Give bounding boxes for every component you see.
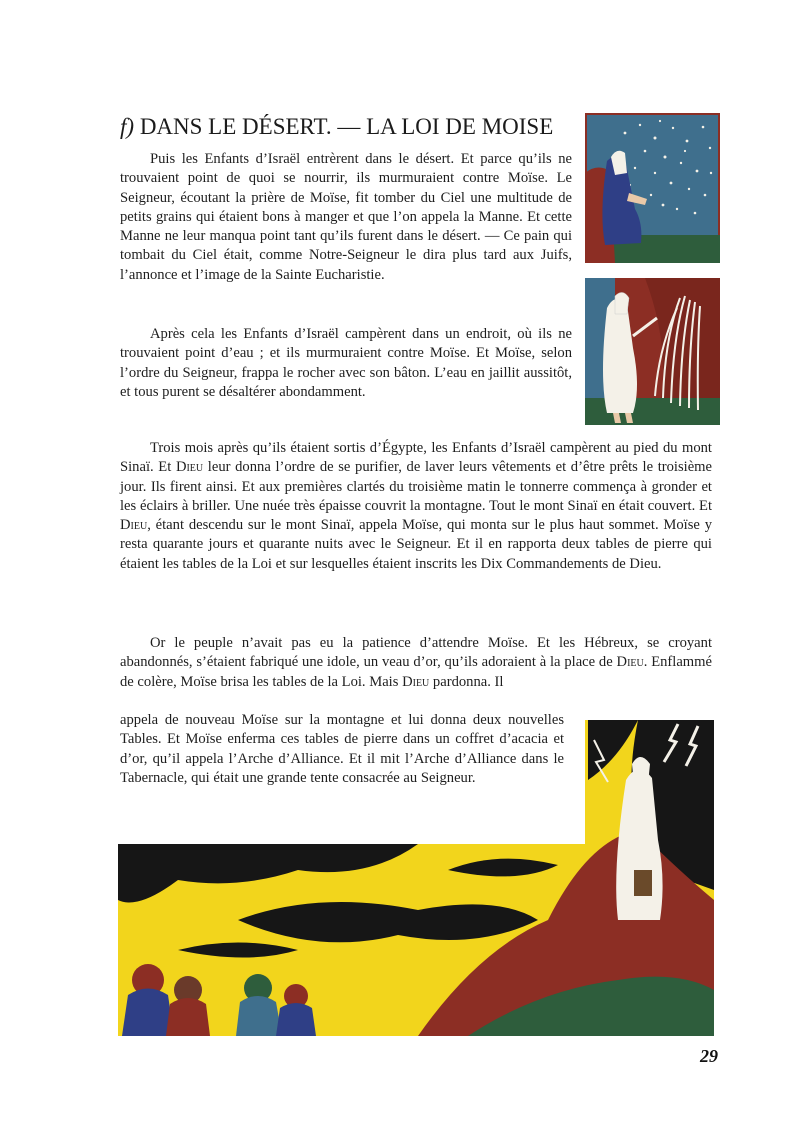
paragraph-ark: appela de nouveau Moïse sur la montagne et lui donna deux nouvelles Tables. Et Moïse enferma ces tables de pierre dans un coffret d’acacia et d’or, qu’il appela l’Arche d’Alliance. Et il mit l’Arche d’Alliance dans le Tabernacle, qui était une grande tente consacrée au Seigneur. [120,712,564,786]
page-number: 29 [700,1046,718,1066]
manna-illustration [585,113,720,263]
divine-name: Dieu [120,517,148,534]
heading-letter: f) [120,114,135,139]
divine-name: Dieu [402,673,430,690]
text-run: Or le peuple n’avait pas eu la patience d’attendre Moïse. Et les Hébreux, se croyant abandonnés, s’étaient fabriqué une idole, un veau d’or, qu’ils adoraient à la place de [120,635,712,671]
paragraph-rock: Après cela les Enfants d’Israël campèrent dans un endroit, où ils ne trouvaient point d’eau ; et ils murmuraient contre Moïse. Et Moïse, selon l’ordre du Seigneur, frappa le rocher avec son bâton. L’eau en jaillit aussitôt, et tous purent se désaltérer abondamment. [120,326,572,400]
text-run: leur donna l’ordre de se purifier, de laver leurs vêtements et d’être prêts le troisième jour. Ils firent ainsi. Et aux premières clartés du troisième matin le tonnerre commença à gronder et les éclairs à briller. Une nuée très épaisse couvrit la montagne. Tout le mont Sinaï en était couvert. Et [120,459,713,514]
paragraph-golden-calf [120,634,712,692]
divine-name: Dieu [175,459,204,476]
paragraph-manna: Puis les Enfants d’Israël entrèrent dans le désert. Et parce qu’ils ne trouvaient point de quoi se nourrir, ils murmuraient contre Moïse. Le Seigneur, écoutant la prière de Moïse, fit tomber du Ciel une multitude de petits grains qui étaient bons à manger et que l’on appela la Manne. Et cette Manne ne leur manqua point tant qu’ils furent dans le désert. — Ce pain qui tombait du Ciel était, comme Notre-Seigneur le dira plus tard aux Juifs, l’annonce et l’image de la Sainte Eucharistie. [120,151,572,283]
divine-name: Dieu [616,654,644,671]
heading-text: DANS LE DÉSERT. — LA LOI DE MOISE [139,114,554,139]
sinai-illustration [118,720,714,1036]
text-run: , étant descendu sur le mont Sinaï, appela Moïse, qui monta sur le plus haut sommet. Moïse y resta quarante jours et quarante nuits avec le Seigneur. Et il en rapporta deux tables de pierre qui étaient les tables de la Loi et sur lesquelles étaient inscrits les Dix Commandements de Dieu. [120,517,712,572]
text-run: pardonna. Il [429,673,504,690]
text-run: . Enflammé de colère, Moïse brisa les tables de la Loi. Mais [120,654,712,690]
rock-illustration [585,278,720,425]
chapter-heading [120,113,580,141]
paragraph-sinai [120,439,712,574]
text-run: Trois mois après qu’ils étaient sortis d’Égypte, les Enfants d’Israël campèrent au pied du mont Sinaï. Et [120,440,712,476]
